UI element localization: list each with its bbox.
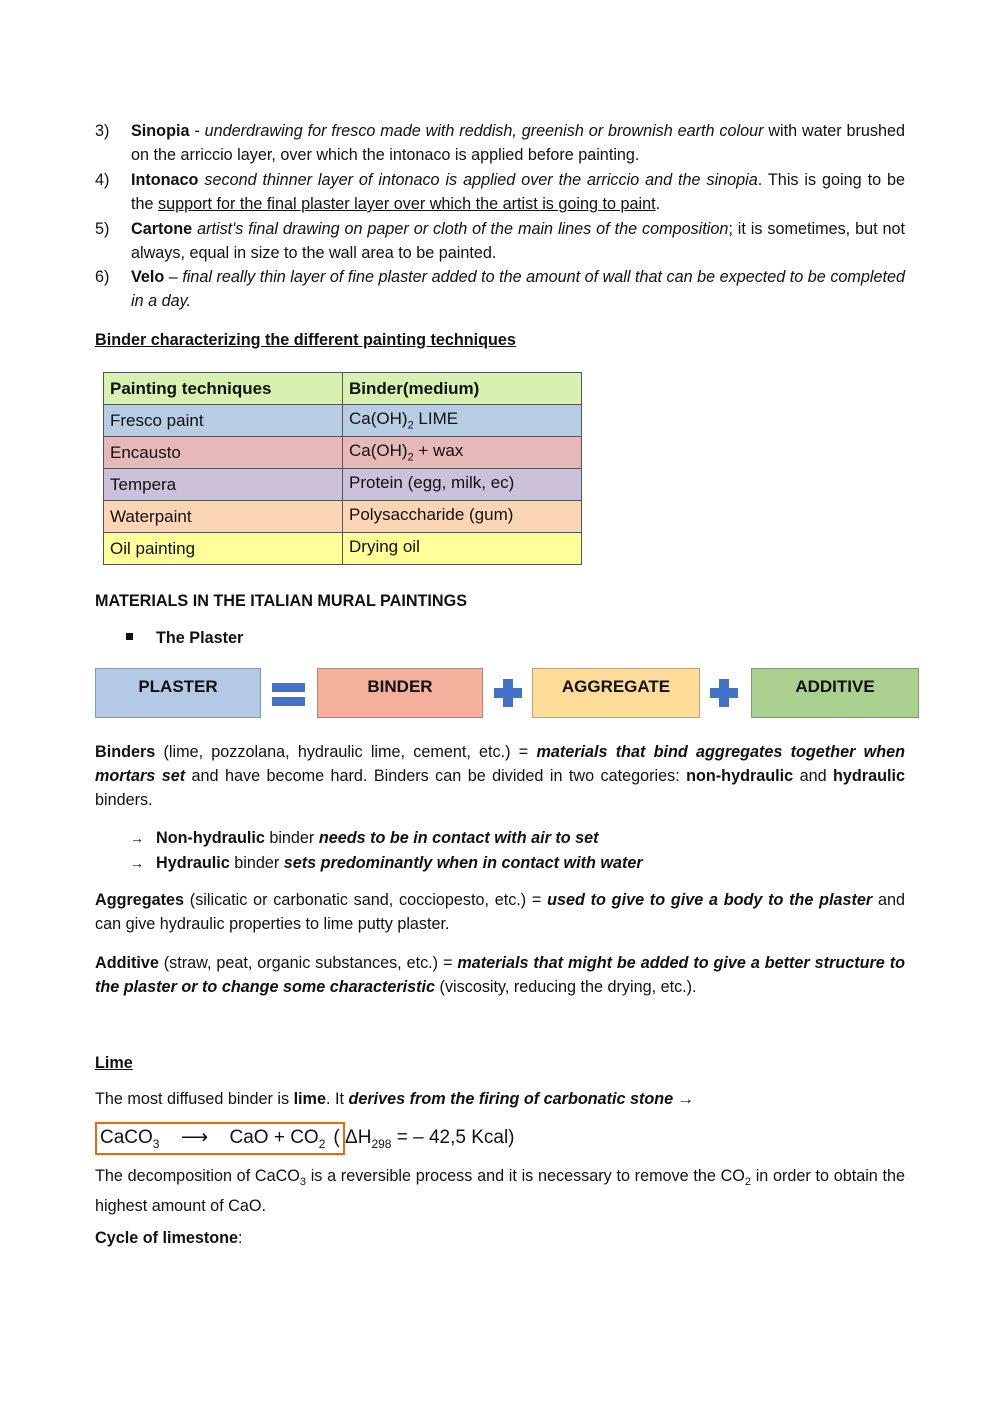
- text: binder: [264, 829, 319, 847]
- technique-cell: Oil painting: [104, 533, 343, 565]
- arrow-bullet-icon: →: [130, 855, 144, 871]
- aggregates-term: Aggregates: [95, 891, 185, 909]
- enthalpy-value: = – 42,5 Kcal): [391, 1127, 515, 1148]
- table-header-cell: Painting techniques: [104, 373, 343, 405]
- separator: –: [164, 268, 183, 286]
- subscript: 2: [744, 1176, 751, 1189]
- text: (lime, pozzolana, hydraulic lime, cement, etc.) =: [155, 743, 537, 761]
- text: is a reversible process and it is necessary to remove the CO: [306, 1167, 745, 1185]
- definition: artist's final drawing on paper or cloth of the main lines of the composition: [197, 220, 729, 238]
- square-bullet-icon: [126, 633, 133, 640]
- technique-cell: Encausto: [104, 437, 343, 469]
- products: CaO + CO: [229, 1127, 319, 1148]
- emphasis: materials that bind aggregates together when mortars set: [95, 743, 905, 785]
- cycle-label: Cycle of limestone: [95, 1229, 239, 1247]
- underlined-text: support for the final plaster layer over which the artist is going to paint: [158, 195, 656, 213]
- text: (straw, peat, organic substances, etc.) =: [158, 954, 458, 972]
- binder-cell: Drying oil: [343, 533, 582, 565]
- list-number: 3): [95, 122, 110, 140]
- binder-cell: Polysaccharide (gum): [343, 501, 582, 533]
- additive-paragraph: [95, 951, 905, 999]
- text: (silicatic or carbonatic sand, cocciopesto, etc.) =: [184, 891, 548, 909]
- reactant: CaCO: [100, 1127, 153, 1148]
- definition: final really thin layer of fine plaster added to the amount of wall that can be expected to be completed in a day.: [131, 268, 905, 310]
- list-number: 6): [95, 268, 110, 286]
- table-header-row: [104, 373, 582, 405]
- plus-icon: [494, 679, 522, 707]
- text: in order to obtain the highest amount of CaO.: [95, 1167, 906, 1216]
- list-item-velo: [95, 265, 905, 313]
- term-sinopia: Sinopia: [131, 122, 190, 140]
- additive-box: ADDITIVE: [751, 668, 919, 718]
- term-velo: Velo: [131, 268, 165, 286]
- table-row: [104, 469, 582, 501]
- painting-techniques-table: [103, 372, 582, 565]
- emphasis: non-hydraulic: [686, 767, 794, 785]
- plaster-box: PLASTER: [95, 668, 261, 718]
- term-intonaco: Intonaco: [131, 171, 199, 189]
- binders-term: Binders: [95, 743, 156, 761]
- emphasis: hydraulic: [833, 767, 905, 785]
- cycle-heading: [95, 1226, 243, 1250]
- plaster-bullet: The Plaster: [156, 629, 244, 647]
- definition: underdrawing for fresco made with reddish, greenish or brownish earth colour: [204, 122, 764, 140]
- definition-rest: . This is going to be the: [131, 171, 905, 213]
- technique-cell: Tempera: [104, 469, 343, 501]
- additive-term: Additive: [95, 954, 159, 972]
- emphasis: needs to be in contact with air to set: [318, 829, 599, 847]
- right-arrow-icon: →: [673, 1090, 694, 1108]
- text: . It: [325, 1090, 349, 1108]
- list-item-cartone: [95, 217, 905, 265]
- colon: :: [238, 1229, 243, 1247]
- text: The decomposition of CaCO: [95, 1167, 300, 1185]
- text: and can give hydraulic properties to lime putty plaster.: [95, 891, 905, 933]
- equals-icon: [272, 682, 306, 708]
- table-row: [104, 533, 582, 565]
- binder-cell: $Ca(OH)_2$ LIME: [343, 405, 582, 437]
- list-item-sinopia: [95, 119, 905, 167]
- arrow-bullet-icon: →: [130, 830, 144, 846]
- arrow-item-hydraulic: [156, 851, 643, 875]
- subscript: 3: [152, 1136, 160, 1151]
- technique-cell: Waterpaint: [104, 501, 343, 533]
- reaction-equation: [100, 1124, 515, 1158]
- lime-heading: Lime: [95, 1054, 133, 1072]
- binder-cell: $Ca(OH)_2$ + wax: [343, 437, 582, 469]
- term-cartone: Cartone: [131, 220, 193, 238]
- term: Hydraulic: [156, 854, 230, 872]
- enthalpy: ( ΔH: [333, 1127, 372, 1148]
- text: and have become hard. Binders can be divided in two categories:: [185, 767, 687, 785]
- aggregate-box: AGGREGATE: [532, 668, 700, 718]
- binder-cell: Protein (egg, milk, ec): [343, 469, 582, 501]
- text: The most diffused binder is: [95, 1090, 294, 1108]
- list-number: 4): [95, 171, 110, 189]
- materials-heading: MATERIALS IN THE ITALIAN MURAL PAINTINGS: [95, 592, 467, 610]
- separator: -: [189, 122, 205, 140]
- list-number: 5): [95, 220, 110, 238]
- list-item-intonaco: [95, 168, 905, 216]
- table-row: [104, 501, 582, 533]
- emphasis: lime: [293, 1090, 326, 1108]
- subscript: 298: [371, 1136, 392, 1151]
- table-row: [104, 437, 582, 469]
- table-header-cell: Binder(medium): [343, 373, 582, 405]
- reaction-arrow-icon: ⟶: [180, 1127, 209, 1148]
- definition-rest: with water brushed on the arriccio layer, over which the intonaco is applied before painting.: [131, 122, 905, 164]
- binder-heading: Binder characterizing the different painting techniques: [95, 331, 516, 349]
- subscript: 3: [299, 1176, 306, 1189]
- lime-paragraph: [95, 1087, 905, 1111]
- definition-end: .: [655, 195, 661, 213]
- aggregates-paragraph: [95, 888, 905, 936]
- definition: second thinner layer of intonaco is applied over the arriccio and the sinopia: [204, 171, 758, 189]
- binders-paragraph: [95, 740, 905, 812]
- binder-box: BINDER: [317, 668, 483, 718]
- emphasis: used to give to give a body to the plaster: [547, 891, 873, 909]
- text: binder: [229, 854, 284, 872]
- emphasis: materials that might be added to give a better structure to the plaster or to change some characteristic: [95, 954, 905, 996]
- term: Non-hydraulic: [156, 829, 265, 847]
- arrow-item-nonhydraulic: [156, 826, 599, 850]
- table-row: [104, 405, 582, 437]
- emphasis: sets predominantly when in contact with water: [283, 854, 643, 872]
- plus-icon: [710, 679, 738, 707]
- emphasis: derives from the firing of carbonatic stone: [348, 1090, 674, 1108]
- text: binders.: [95, 791, 153, 809]
- text: and: [793, 767, 834, 785]
- technique-cell: Fresco paint: [104, 405, 343, 437]
- definition-rest: ; it is sometimes, but not always, equal in size to the wall area to be painted.: [131, 220, 906, 262]
- subscript: 2: [318, 1136, 326, 1151]
- decomposition-paragraph: [95, 1164, 905, 1218]
- text: (viscosity, reducing the drying, etc.).: [435, 978, 697, 996]
